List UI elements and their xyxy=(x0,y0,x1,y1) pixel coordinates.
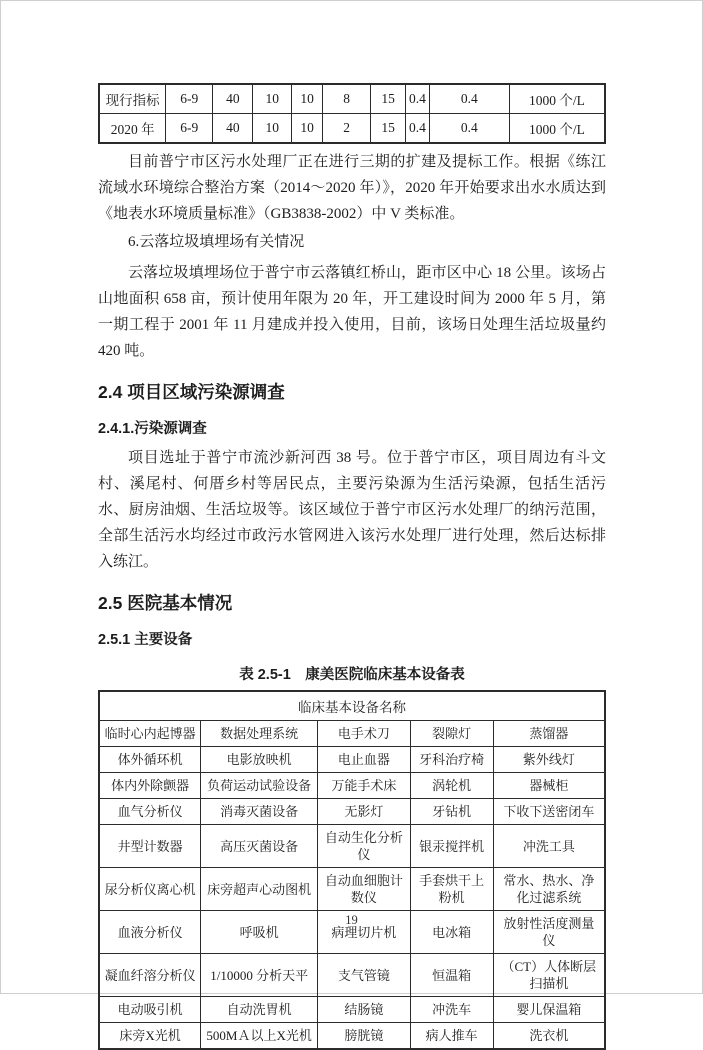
heading-2-5-1: 2.5.1 主要设备 xyxy=(98,632,193,648)
table-cell: 自动洗胃机 xyxy=(201,997,318,1023)
table-row xyxy=(99,721,605,747)
table-row xyxy=(99,868,605,911)
table-cell: 放射性活度测量仪 xyxy=(493,911,605,954)
table-cell: 牙科治疗椅 xyxy=(410,747,493,773)
table-cell: 结肠镜 xyxy=(318,997,411,1023)
clinical-equipment-table xyxy=(98,690,606,1050)
table-cell: 银汞搅拌机 xyxy=(410,825,493,868)
table-cell: 现行指标 xyxy=(99,84,166,114)
table-cell: 恒温箱 xyxy=(410,954,493,997)
table-row xyxy=(99,114,605,144)
table-cell: 电止血器 xyxy=(318,747,411,773)
heading-2-4-1: 2.4.1.污染源调查 xyxy=(98,421,207,437)
table-cell: 500MＡ以上X光机 xyxy=(201,1023,318,1050)
table-cell: 电冰箱 xyxy=(410,911,493,954)
paragraph-landfill: 云落垃圾填埋场位于普宁市云落镇红桥山，距市区中心 18 公里。该场占山地面积 658 亩，预计使用年限为 20 年，开工建设时间为 2000 年 5 月，第一期工程于 2001 年 11 月建成并投入使用，目前，该场日处理生活垃圾量约 420 吨。 xyxy=(98,265,606,359)
table-row xyxy=(99,773,605,799)
water-quality-standards-table xyxy=(98,83,606,144)
table-cell: 电手术刀 xyxy=(318,721,411,747)
table-row xyxy=(99,825,605,868)
table-cell: 数据处理系统 xyxy=(201,721,318,747)
table-cell: 无影灯 xyxy=(318,799,411,825)
table-cell: 蒸馏器 xyxy=(493,721,605,747)
table-cell: 裂隙灯 xyxy=(410,721,493,747)
table-cell: 消毒灭菌设备 xyxy=(201,799,318,825)
table-cell: （CT）人体断层扫描机 xyxy=(493,954,605,997)
table-cell: 0.4 xyxy=(406,114,430,144)
table-cell: 病理切片机 xyxy=(318,911,411,954)
table-cell: 2 xyxy=(323,114,371,144)
table-cell: 1/10000 分析天平 xyxy=(201,954,318,997)
table-cell: 10 xyxy=(253,84,292,114)
table-cell: 冲洗车 xyxy=(410,997,493,1023)
table-cell: 床旁超声心动图机 xyxy=(201,868,318,911)
table-cell: 血气分析仪 xyxy=(99,799,201,825)
table-cell: 血液分析仪 xyxy=(99,911,201,954)
standards-table-body xyxy=(99,84,605,143)
table-cell: 常水、热水、净化过滤系统 xyxy=(493,868,605,911)
table-cell: 2020 年 xyxy=(99,114,166,144)
table-cell: 自动血细胞计数仪 xyxy=(318,868,411,911)
table-cell: 15 xyxy=(371,114,406,144)
table-cell: 负荷运动试验设备 xyxy=(201,773,318,799)
equipment-table-header: 临床基本设备名称 xyxy=(99,691,605,721)
table-cell: 冲洗工具 xyxy=(493,825,605,868)
table-cell: 手套烘干上粉机 xyxy=(410,868,493,911)
table-cell: 0.4 xyxy=(429,84,509,114)
table-cell: 0.4 xyxy=(429,114,509,144)
table-cell: 涡轮机 xyxy=(410,773,493,799)
heading-2-4: 2.4 项目区域污染源调查 xyxy=(98,382,285,402)
table-cell: 电影放映机 xyxy=(201,747,318,773)
table-cell: 床旁X光机 xyxy=(99,1023,201,1050)
table-cell: 10 xyxy=(292,84,323,114)
table-cell: 井型计数器 xyxy=(99,825,201,868)
table-row xyxy=(99,997,605,1023)
paragraph-wastewater-plant: 目前普宁市区污水处理厂正在进行三期的扩建及提标工作。根据《练江流域水环境综合整治方案（2014～2020 年）》，2020 年开始要求出水水质达到《地表水环境质量标准》（GB3838-2002）中 V 类标准。 xyxy=(98,154,606,222)
table-cell: 婴儿保温箱 xyxy=(493,997,605,1023)
table-row xyxy=(99,747,605,773)
table-cell: 40 xyxy=(213,84,253,114)
table-cell: 支气管镜 xyxy=(318,954,411,997)
equipment-table-caption: 表 2.5-1 康美医院临床基本设备表 xyxy=(239,667,465,683)
landfill-item-heading: 6.云落垃圾填埋场有关情况 xyxy=(128,234,305,250)
table-cell: 下收下送密闭车 xyxy=(493,799,605,825)
table-cell: 尿分析仪离心机 xyxy=(99,868,201,911)
table-cell: 膀胱镜 xyxy=(318,1023,411,1050)
table-row xyxy=(99,954,605,997)
table-cell: 6-9 xyxy=(166,84,213,114)
equipment-table-header-row xyxy=(99,691,605,721)
table-cell: 0.4 xyxy=(406,84,430,114)
table-cell: 电动吸引机 xyxy=(99,997,201,1023)
table-cell: 紫外线灯 xyxy=(493,747,605,773)
table-cell: 呼吸机 xyxy=(201,911,318,954)
table-cell: 牙钻机 xyxy=(410,799,493,825)
table-cell: 40 xyxy=(213,114,253,144)
table-cell: 自动生化分析仪 xyxy=(318,825,411,868)
page-number: 19 xyxy=(345,913,358,927)
heading-2-5: 2.5 医院基本情况 xyxy=(98,593,233,613)
table-cell: 万能手术床 xyxy=(318,773,411,799)
table-cell: 凝血纤溶分析仪 xyxy=(99,954,201,997)
table-cell: 高压灭菌设备 xyxy=(201,825,318,868)
table-cell: 洗衣机 xyxy=(493,1023,605,1050)
table-row xyxy=(99,799,605,825)
table-cell: 体外循环机 xyxy=(99,747,201,773)
table-row xyxy=(99,84,605,114)
table-cell: 6-9 xyxy=(166,114,213,144)
table-cell: 1000 个/L xyxy=(509,114,605,144)
table-cell: 8 xyxy=(323,84,371,114)
table-cell: 10 xyxy=(253,114,292,144)
table-cell: 15 xyxy=(371,84,406,114)
table-cell: 病人推车 xyxy=(410,1023,493,1050)
table-cell: 10 xyxy=(292,114,323,144)
table-row xyxy=(99,1023,605,1050)
paragraph-pollution-survey: 项目选址于普宁市流沙新河西 38 号。位于普宁市区，项目周边有斗文村、溪尾村、何厝乡村等居民点，主要污染源为生活污染源，包括生活污水、厨房油烟、生活垃圾等。该区域位于普宁市区污水处理厂的纳污范围，全部生活污水均经过市政污水管网进入该污水处理厂进行处理，然后达标排入练江。 xyxy=(98,450,606,570)
table-cell: 1000 个/L xyxy=(509,84,605,114)
equipment-table-body xyxy=(99,721,605,1050)
table-cell: 器械柜 xyxy=(493,773,605,799)
table-cell: 临时心内起博器 xyxy=(99,721,201,747)
table-cell: 体内外除颤器 xyxy=(99,773,201,799)
